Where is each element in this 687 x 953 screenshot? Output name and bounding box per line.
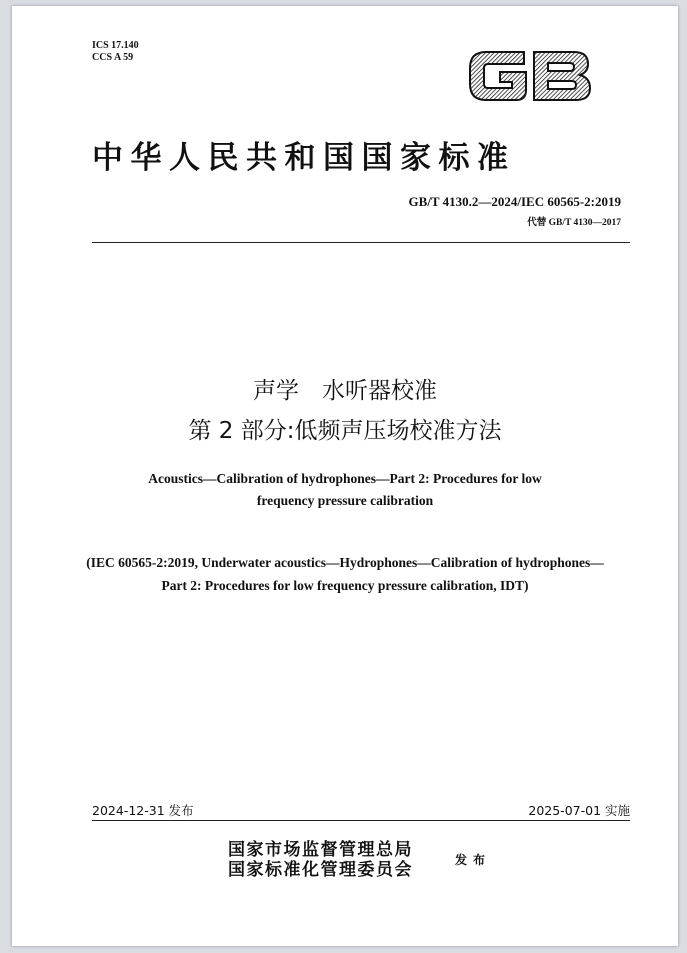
ics-code: ICS 17.140 — [92, 40, 139, 51]
issuer-samr: 国家市场监督管理总局 — [228, 840, 413, 860]
gb-logo — [464, 44, 594, 106]
issuer-sac: 国家标准化管理委员会 — [228, 860, 413, 880]
standard-number: GB/T 4130.2—2024/IEC 60565-2:2019 — [408, 194, 621, 209]
iec-reference: (IEC 60565-2:2019, Underwater acoustics—Hydrophones—Calibration of hydrophones—Part 2: Procedures for low frequency pressure calibration, IDT) — [86, 555, 604, 593]
effective-date: 2025-07-01 实施 — [528, 803, 630, 818]
issuing-authorities — [228, 840, 413, 880]
ccs-code: CCS A 59 — [92, 52, 134, 63]
english-title: Acoustics—Calibration of hydrophones—Part 2: Procedures for low frequency pressure calibration — [148, 471, 542, 508]
national-standard-title: 中华人民共和国国家标准 — [92, 140, 516, 176]
header-divider — [92, 242, 630, 243]
footer-divider — [92, 820, 630, 821]
classification-codes — [92, 40, 139, 64]
chinese-title-line-2: 第 2 部分:低频声压场校准方法 — [188, 418, 502, 444]
issue-date: 2024-12-31 发布 — [92, 803, 194, 818]
replaces-standard: 代替 GB/T 4130—2017 — [527, 218, 621, 228]
publish-label: 发布 — [455, 853, 492, 867]
standard-cover-page — [12, 6, 678, 946]
chinese-title-line-1: 声学 水听器校准 — [253, 378, 437, 404]
